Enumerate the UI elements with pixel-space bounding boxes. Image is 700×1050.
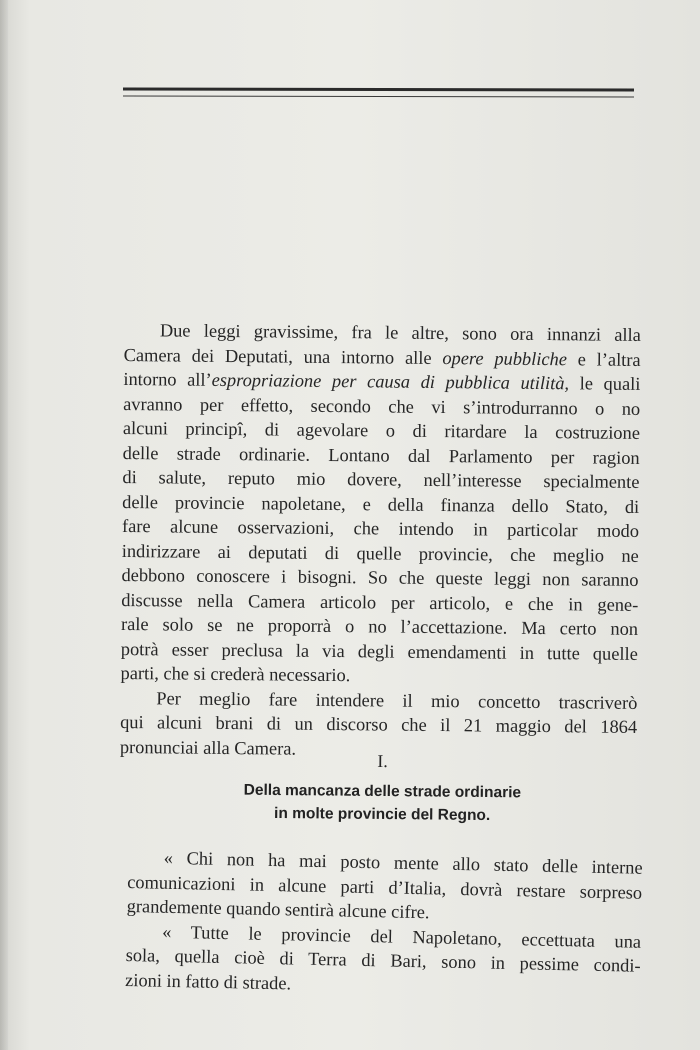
body-line: discusse nella Camera articolo per articolo, e che in gene- [121,589,639,615]
body-line: Per meglio fare intendere il mio concetto trascriverò [156,687,638,713]
body-line: indirizzare ai deputati di quelle provincie, che meglio ne [121,540,639,566]
body-line: fare alcune osservazioni, che intendo in particolar modo [121,515,640,541]
italic-phrase: espropriazione per causa di pubblica utilità, [211,369,570,394]
body-line: avranno per effetto, secondo che vi s’introdurranno o no [123,393,641,419]
section-heading-line-2: in molte provincie del Regno. [273,804,491,825]
section-heading [124,778,641,829]
body-line: rale solo se ne proporrà o no l’accettazione. Ma certo non [120,613,639,639]
quote-line: « Chi non ha mai posto mente allo stato delle interne [163,847,643,878]
header-rule-thick [123,87,634,91]
body-line: delle provincie napoletane, e della finanza dello Stato, di [122,491,640,517]
quote-line: « Tutte le provincie del Napoletano, eccettuata una [161,921,642,952]
quoted-speech [125,845,643,1003]
quote-paragraph [126,845,642,929]
body-line: di salute, reputo mio dovere, nell’interesse specialmente [122,466,640,492]
body-line: Camera dei Deputati, una intorno alle opere pubbliche e l’altra [123,344,641,370]
body-line: potrà esser preclusa la via degli emendamenti in tutte quelle [120,638,638,664]
section-heading-line-1: Della mancanza delle strade ordinarie [243,781,522,802]
italic-phrase: opere pubbliche [442,347,568,369]
body-line: alcuni principî, di agevolare o di ritardare la costruzione [122,417,641,443]
quote-line: sola, quella cioè di Terra di Bari, sono in pessime condi- [125,944,641,976]
body-line: qui alcuni brani di un discorso che il 21 maggio del 1864 [120,711,638,737]
body-line: parti, che si crederà necessario. [120,662,351,686]
quote-line: zioni in fatto di strade. [124,969,292,993]
quote-line: comunicazioni in alcune parti d’Italia, dovrà restare sorpreso [127,871,643,903]
body-line: debbono conoscere i bisogni. So che queste leggi non saranno [121,564,639,590]
header-rule-thin [123,95,634,97]
main-text [120,318,641,764]
body-line: delle strade ordinarie. Lontano dal Parlamento per ragion [122,442,640,468]
quote-paragraph [125,918,641,1002]
section-number: I. [377,750,388,772]
body-line: Due leggi gravissime, fra le altre, sono ora innanzi alla [159,320,641,345]
body-line: intorno all’espropriazione per causa di pubblica utilità, le quali [123,368,641,394]
page-binding-edge [0,0,8,1050]
body-line: pronunciai alla Camera. [119,736,297,759]
body-paragraph [120,318,641,690]
quote-line: grandemente quando sentirà alcune cifre. [126,895,430,923]
